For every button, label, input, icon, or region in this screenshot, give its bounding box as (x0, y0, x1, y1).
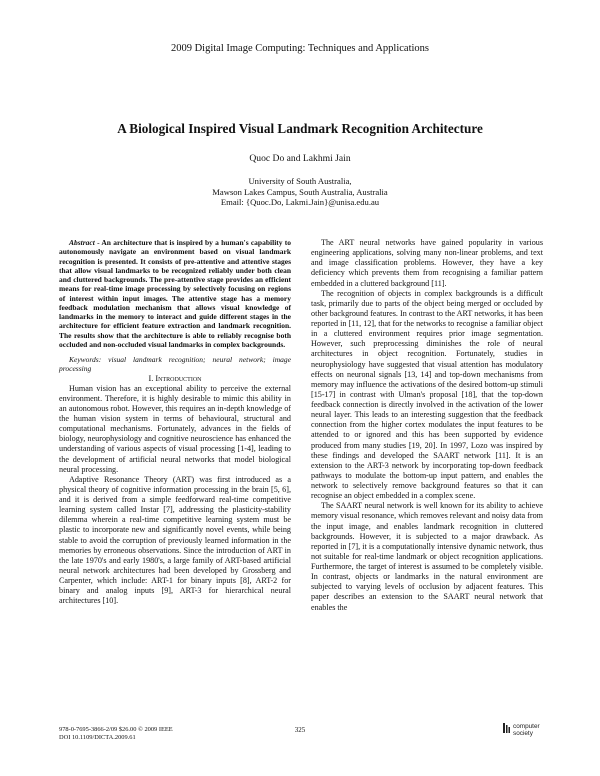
affiliation-campus: Mawson Lakes Campus, South Australia, Australia (212, 186, 388, 197)
logo-text-society: society (513, 729, 533, 737)
affiliation-university: University of South Australia, (248, 176, 352, 186)
footer-doi: DOI 10.1109/DICTA.2009.61 (59, 734, 136, 741)
logo-text (513, 724, 540, 737)
paper-title: A Biological Inspired Visual Landmark Recognition Architecture (117, 121, 483, 136)
paragraph: The ART neural networks have gained popularity in various engineering applications, solving many non-linear problems, and text and image classification problems. However, they have a key deficiency which prevents them from recognising a familiar pattern embedded in a cluttered background [11]. (311, 238, 543, 288)
paper-authors: Quoc Do and Lakhmi Jain (249, 153, 351, 164)
section-title: Introduction (155, 373, 202, 383)
abstract-text: - An architecture that is inspired by a human's capability to autonomously navigate an environment based on visual landmark recognition is presented. It consists of pre-attentive and attentive stages that allow visual landmarks to be recognized reliably under both clean and cluttered backgrounds. The pre-attentive stage provides an efficient means for real-time image processing by selectively focusing on regions of interest within input images. The attentive stage has a memory feedback modulation mechanism that allows visual knowledge of landmarks in the memory to interact and guide different stages in the architecture for efficient feature extraction and landmark recognition. The results show that the architecture is able to reliably recognise both occluded and non-occluded visual landmarks in complex backgrounds. (59, 238, 291, 349)
paragraph: The recognition of objects in complex backgrounds is a difficult task, primarily due to parts of the object being merged or occluded by other background features. In contrast to the ART networks, it has been reported in [11, 12], that for the networks to recognise a familiar object in a cluttered environment requires prior image segmentation. However, such preprocessing diminishes the role of neural architectures in object recognition. Fortunately, studies in neurophysiology have suggested that visual attention has modulatory effects on neuronal signals [13, 14] and top-down mechanisms from memory may influence the activations of the desired bottom-up stimuli [15-17] in contrast with Ulman's proposal [18], that the top-down feedback connection is directly involved in the activation of the lower neural layer. This leads to an interesting suggestion that the feedback connection from the higher cortex modulates the input features to be attended to or ignored and this has been supported by evidence produced from many studies [19, 20]. In 1997, Lozo was inspired by these findings and developed the SAART network [11]. It is an extension to the ART-3 network by incorporating top-down feedback pathways to modulate the bottom-up input pattern, and enables the network to selectively remove background features so that it can recognise an object embedded in a complex scene. (311, 288, 543, 501)
conference-header: 2009 Digital Image Computing: Techniques and Applications (170, 43, 430, 54)
section-heading-introduction (59, 374, 291, 384)
affiliation-block (0, 176, 600, 208)
paragraph: Human vision has an exceptional ability to perceive the external environment. Therefore, it is highly desirable to mimic this ability in an autonomous robot. However, this requires an in-depth knowledge of the human vision system in terms of behavioural, structural and computational mechanisms. Fortunately, advances in the fields of biology, neurophysiology and cognitive neuroscience has enhanced the understanding of various aspects of visual processing [1-4], leading to the development of artificial neural networks that model biological neural processing. (59, 383, 291, 474)
page-number: 325 (294, 726, 306, 734)
section-number: I. (148, 373, 154, 383)
abstract (59, 238, 291, 349)
logo-text-computer: computer (513, 723, 540, 730)
affiliation-email: Email: {Quoc.Do, Lakmi.Jain}@unisa.edu.au (220, 197, 380, 208)
computer-society-logo-icon (503, 723, 510, 733)
left-column (59, 238, 291, 606)
footer-isbn: 978-0-7695-3866-2/09 $26.00 © 2009 IEEE (59, 726, 173, 733)
paragraph: Adaptive Resonance Theory (ART) was first introduced as a physical theory of cognitive information processing in the brain [5, 6], and it is derived from a simple feedforward real-time competitive learning system called Instar [7], addressing the plasticity-stability dilemma wherein a real-time competitive learning system must be plastic to incorporate new and significantly novel events, while being stable to avoid the corruption of previously learned information in the memories by erroneous observations. Since the introduction of ART in the late 1970's and early 1980's, a large family of ART-based artificial neural network architectures had been developed by Grossberg and Carpenter, which include: ART-1 for binary inputs [8], ART-2 for binary and analog inputs [9], ART-3 for hierarchical neural architectures [10]. (59, 474, 291, 606)
abstract-label: Abstract (69, 238, 95, 247)
paragraph: The SAART neural network is well known for its ability to achieve memory visual resonance, which removes relevant and noisy data from the input image, and enables landmark recognition in cluttered backgrounds. However, it is subjected to a major drawback. As reported in [7], it is a computationally intensive dynamic network, thus not suitable for real-time landmark or object recognition applications. Furthermore, the target of interest is assumed to be completely visible. In contrast, objects or landmarks in the natural environment are subjected to varying levels of occlusion by adjacent features. This paper describes an extension to the SAART neural network that enables the (311, 501, 543, 612)
computer-society-logo (503, 721, 543, 745)
right-column (311, 238, 543, 613)
keywords: Keywords: visual landmark recognition; neural network; image processing (59, 355, 291, 374)
